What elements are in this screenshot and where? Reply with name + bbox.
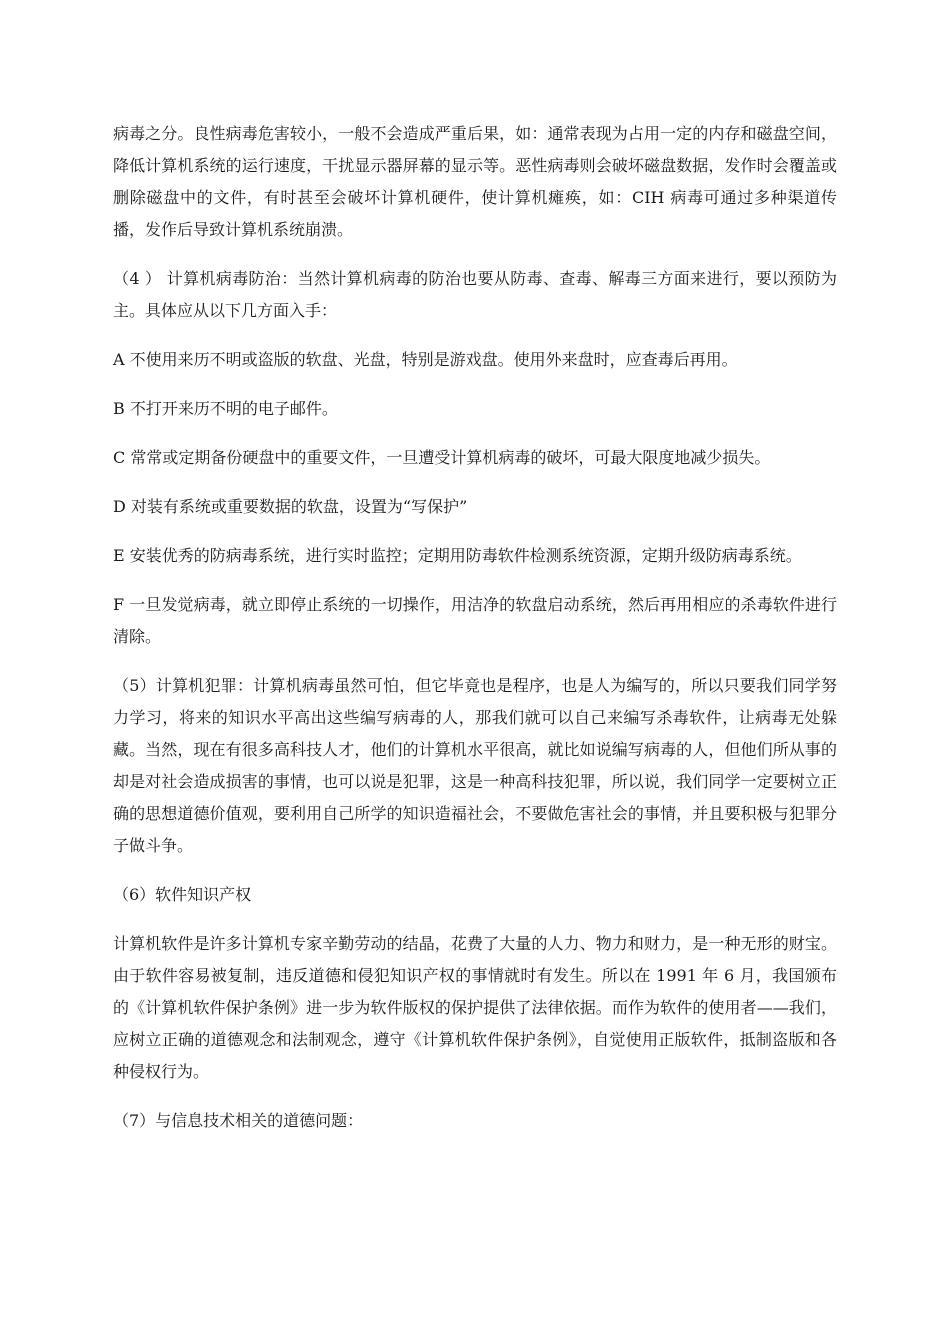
list-item-f: F 一旦发觉病毒，就立即停止系统的一切操作，用洁净的软盘启动系统，然后再用相应的杀毒软件进行清除。	[113, 595, 837, 646]
list-item-d: D 对装有系统或重要数据的软盘，设置为“写保护”	[113, 497, 468, 516]
paragraph-software-ip: 计算机软件是许多计算机专家辛勤劳动的结晶，花费了大量的人力、物力和财力，是一种无形的财宝。由于软件容易被复制，违反道德和侵犯知识产权的事情就时有发生。所以在 1991 年 6 月，我国颁布的《计算机软件保护条例》进一步为软件版权的保护提供了法律依据。而作为软件的使用者——我们，应树立正确的道德观念和法制观念，遵守《计算机软件保护条例》，自觉使用正版软件，抵制盗版和各种侵权行为。	[113, 934, 837, 1081]
list-item-b: B 不打开来历不明的电子邮件。	[113, 399, 338, 418]
paragraph-virus-types: 病毒之分。良性病毒危害较小，一般不会造成严重后果，如：通常表现为占用一定的内存和磁盘空间，降低计算机系统的运行速度，干扰显示器屏幕的显示等。恶性病毒则会破坏磁盘数据，发作时会覆盖或删除磁盘中的文件，有时甚至会破坏计算机硬件，使计算机瘫痪，如：CIH 病毒可通过多种渠道传播，发作后导致计算机系统崩溃。	[113, 124, 837, 239]
paragraph-virus-prevention: （4 ） 计算机病毒防治：当然计算机病毒的防治也要从防毒、查毒、解毒三方面来进行，要以预防为主。具体应从以下几方面入手：	[113, 269, 837, 320]
heading-software-ip: （6）软件知识产权	[113, 885, 252, 904]
heading-it-ethics: （7）与信息技术相关的道德问题：	[113, 1111, 364, 1130]
paragraph-computer-crime: （5）计算机犯罪：计算机病毒虽然可怕，但它毕竟也是程序，也是人为编写的，所以只要我们同学努力学习，将来的知识水平高出这些编写病毒的人，那我们就可以自己来编写杀毒软件，让病毒无处躲藏。当然，现在有很多高科技人才，他们的计算机水平很高，就比如说编写病毒的人，但他们所从事的却是对社会造成损害的事情，也可以说是犯罪，这是一种高科技犯罪，所以说，我们同学一定要树立正确的思想道德价值观，要利用自己所学的知识造福社会，不要做危害社会的事情，并且要积极与犯罪分子做斗争。	[113, 676, 837, 855]
list-item-e: E 安装优秀的防病毒系统，进行实时监控；定期用防毒软件检测系统资源，定期升级防病毒系统。	[113, 546, 802, 565]
list-item-a: A 不使用来历不明或盗版的软盘、光盘，特别是游戏盘。使用外来盘时，应查毒后再用。	[113, 350, 738, 369]
document-body	[113, 118, 837, 1154]
list-item-c: C 常常或定期备份硬盘中的重要文件，一旦遭受计算机病毒的破坏，可最大限度地减少损失。	[113, 448, 771, 467]
